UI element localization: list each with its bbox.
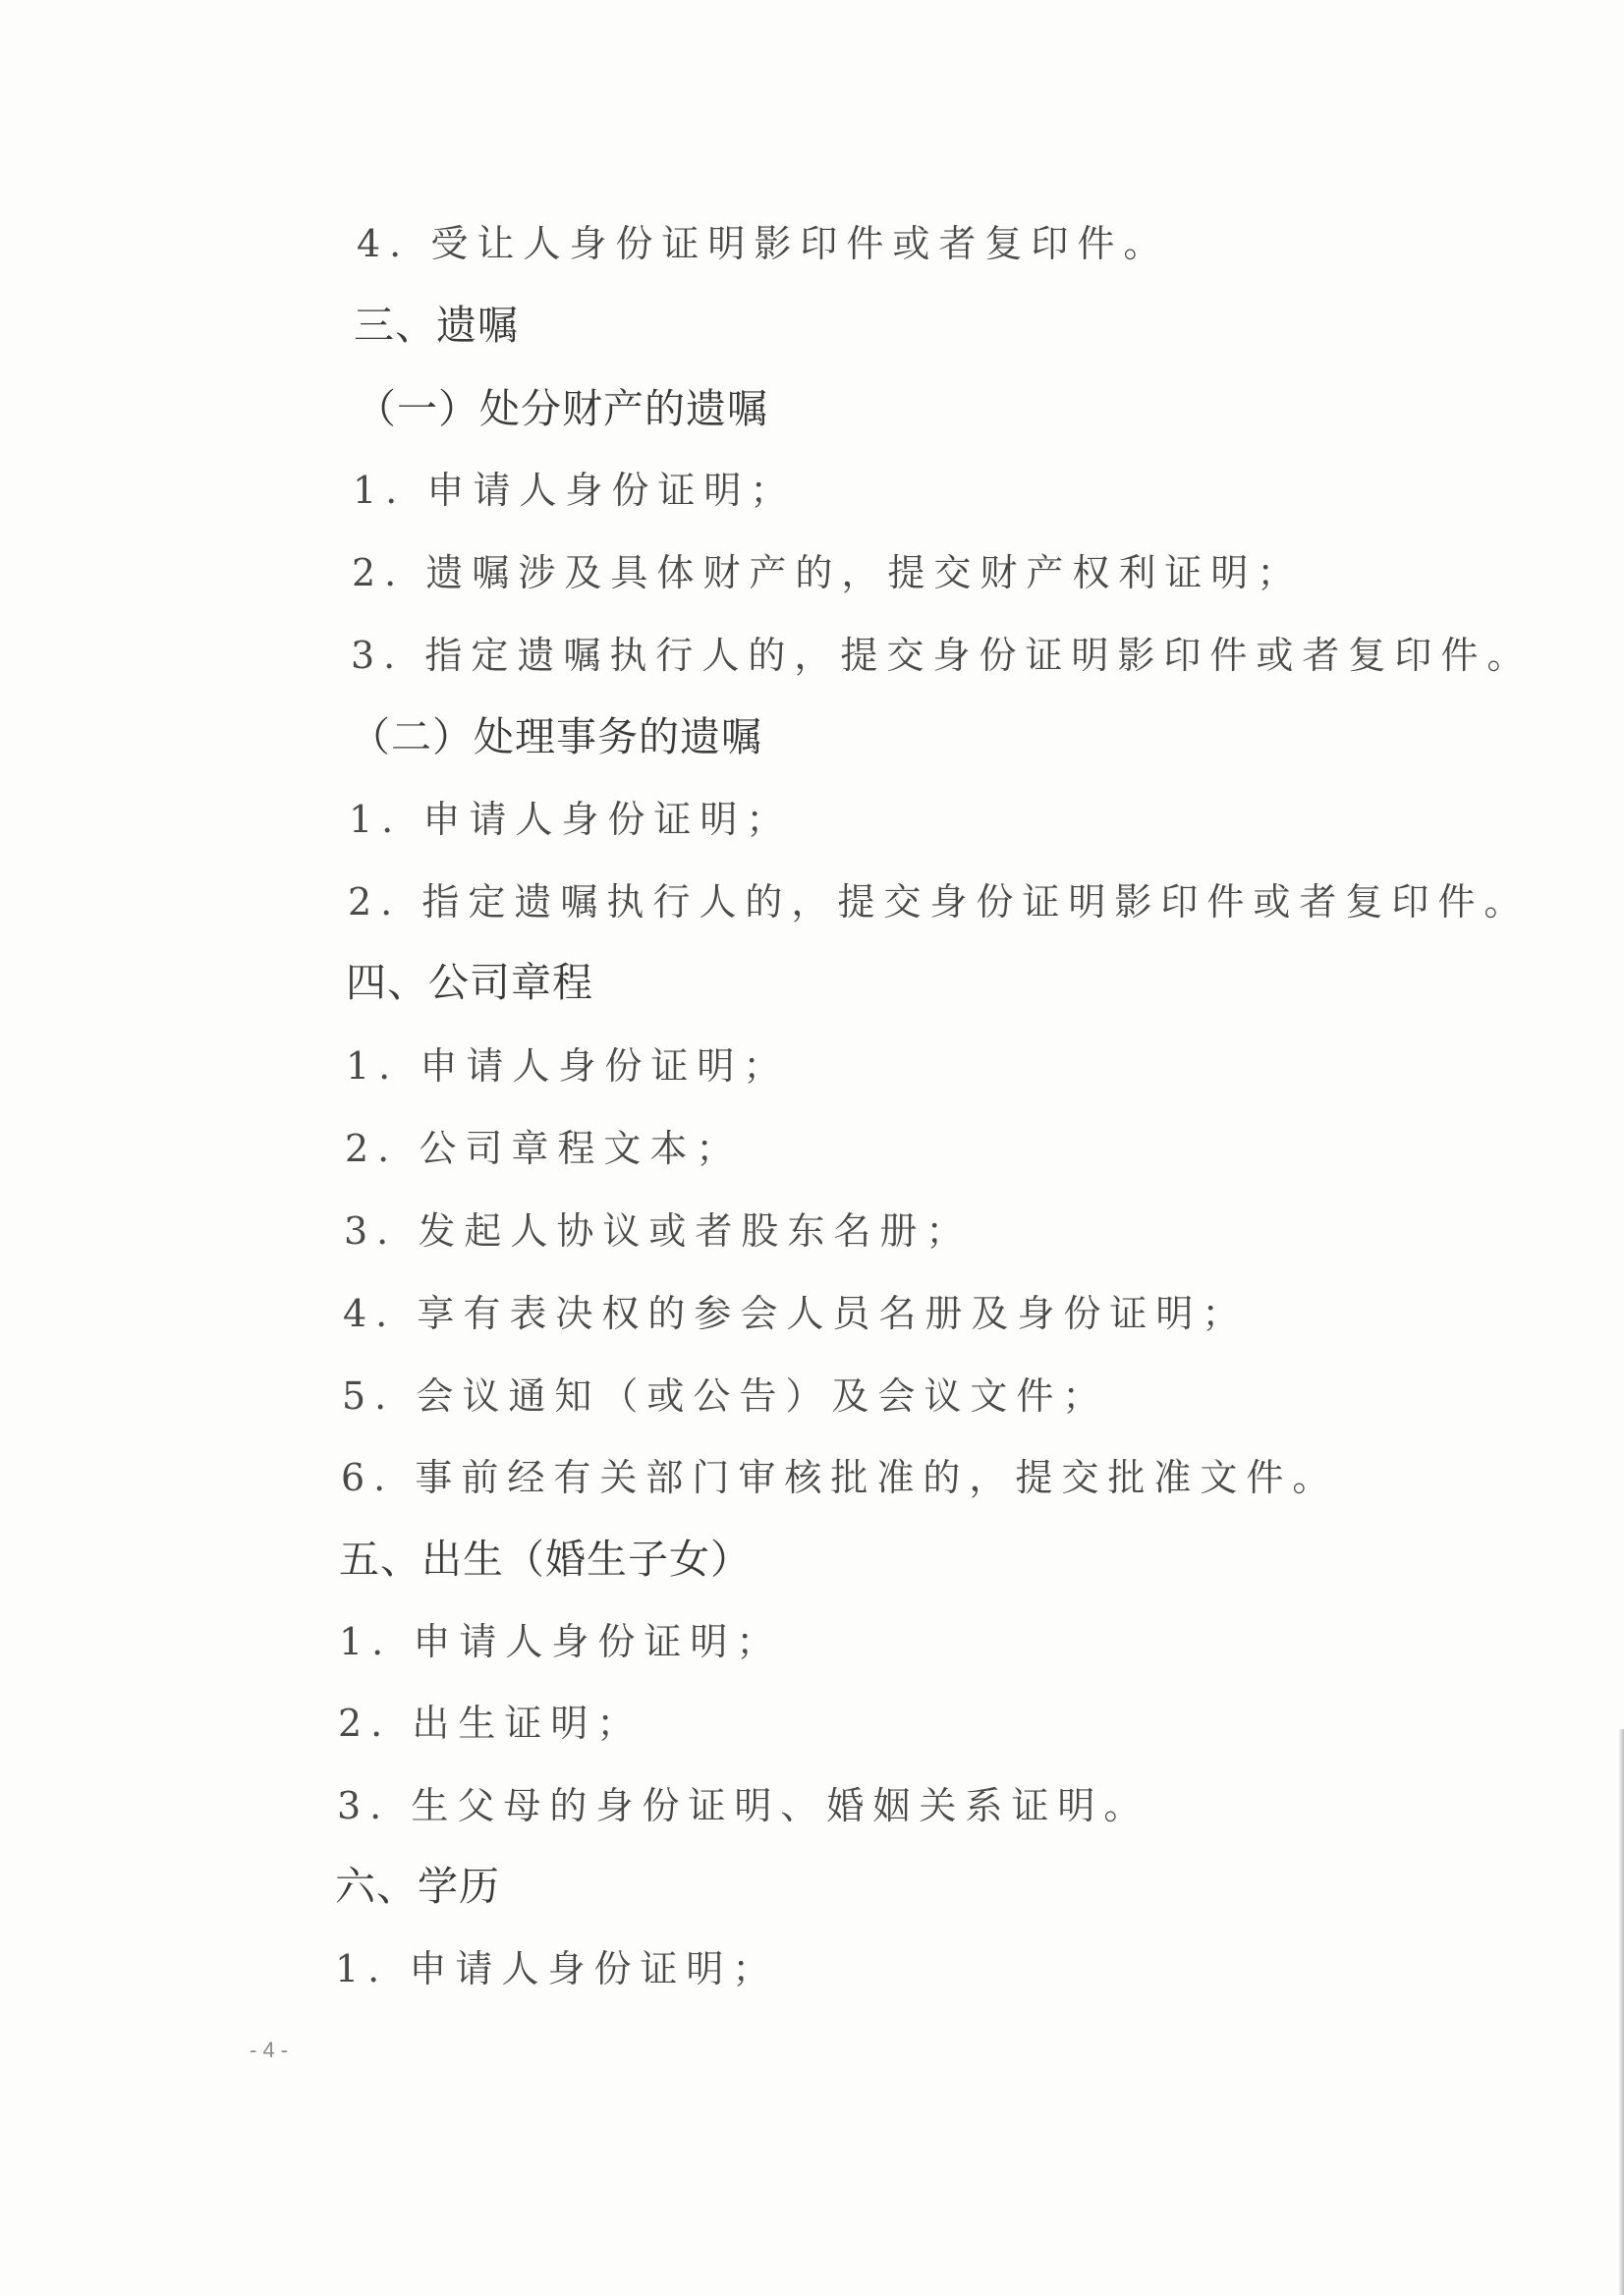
text-line: 2. 出生证明； <box>338 1702 644 1745</box>
text-line: 3. 生父母的身份证明、婚姻关系证明。 <box>337 1784 1150 1827</box>
text-line: 3. 指定遗嘱执行人的，提交身份证明影印件或者复印件。 <box>351 634 1534 677</box>
subsection-heading-affairs-will: （二）处理事务的遗嘱 <box>350 713 762 760</box>
text-line: 1. 申请人身份证明； <box>339 1620 783 1663</box>
text-line: 1. 申请人身份证明； <box>346 1044 790 1088</box>
section-heading-will: 三、遗嘱 <box>354 302 519 349</box>
text-line: 1. 申请人身份证明； <box>335 1947 779 1990</box>
scan-shadow-edge <box>1619 1729 1624 2295</box>
subsection-heading-property-will: （一）处分财产的遗嘱 <box>356 385 768 432</box>
text-line: 2. 遗嘱涉及具体财产的，提交财产权利证明； <box>352 551 1304 594</box>
page-number: - 4 - <box>250 2038 289 2062</box>
text-line: 3. 发起人协议或者股东名册； <box>344 1209 973 1253</box>
text-line: 1. 申请人身份证明； <box>353 469 797 512</box>
text-line: 2. 指定遗嘱执行人的，提交身份证明影印件或者复印件。 <box>348 880 1531 924</box>
text-line: 6. 事前经有关部门审核批准的，提交批准文件。 <box>341 1456 1339 1499</box>
text-line: 2. 公司章程文本； <box>345 1127 743 1170</box>
section-heading-articles: 四、公司章程 <box>346 959 593 1006</box>
text-line: 4. 享有表决权的参会人员名册及身份证明； <box>343 1292 1249 1335</box>
section-heading-birth: 五、出生（婚生子女） <box>339 1536 752 1583</box>
text-line: 1. 申请人身份证明； <box>349 798 793 841</box>
text-line: 5. 会议通知（或公告）及会议文件； <box>342 1374 1109 1418</box>
section-heading-education: 六、学历 <box>335 1863 500 1910</box>
text-line-transferee-id-copy: 4. 受让人身份证明影印件或者复印件。 <box>357 222 1170 265</box>
